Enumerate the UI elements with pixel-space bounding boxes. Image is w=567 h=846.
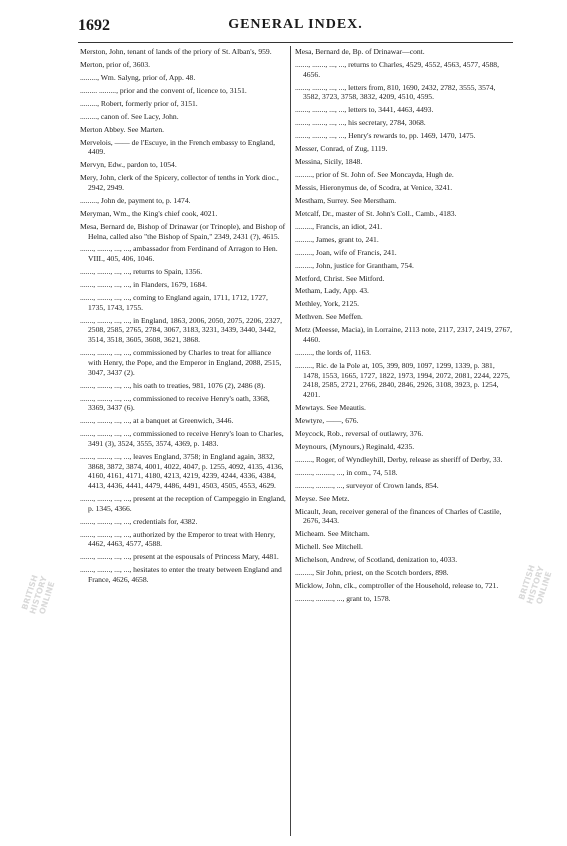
index-entry: ........., Roger, of Wyndleyhill, Derby, release as sheriff of Derby, 33. [295,454,503,464]
index-entry: Merston, John, tenant of lands of the priory of St. Alban's, 959. [80,47,272,56]
index-entry: Metcalf, Dr., master of St. John's Coll., Camb., 4183. [295,208,457,218]
index-entry: ........., ........., ..., grant to, 1578. [295,593,391,603]
index-entry: Meryman, Wm., the King's chief cook, 4021. [80,208,218,218]
index-entry: Messina, Sicily, 1848. [295,157,363,167]
index-entry: ......., ......., ..., ..., at a banquet at Greenwich, 3446. [80,416,234,426]
index-entry: Mervyn, Edw., pardon to, 1054. [80,160,177,170]
index-entry: Michelson, Andrew, of Scotland, denization to, 4033. [295,555,458,565]
index-entry: ......., ......., ..., ..., credentials for, 4382. [80,516,198,526]
index-entry: Metford, Christ. See Mitford. [295,273,385,283]
column-divider [290,46,291,836]
watermark-stamp-left: BRITISH HISTORY ONLINE [19,573,57,616]
index-entry: Mervelois, —— de l'Escuye, in the French embassy to England, 4409. [80,137,275,157]
index-entry: ......., ......., ..., ..., commissioned to receive Henry's loan to Charles, 3491 (3), 3524, 3555, 3574, 4369, p. 1483. [80,429,284,448]
index-entry: ........., canon of. See Lacy, John. [80,111,179,121]
index-entry: Metz (Meesse, Macia), in Lorraine, 2113 note, 2117, 2317, 2419, 2767, 4460. [295,325,513,344]
index-entry: ......., ......., ..., ..., in England, 1863, 2006, 2050, 2075, 2206, 2327, 2508, 2585, 2765, 2784, 3067, 3183, 3231, 3439, 3440, 3442, 3514, 3518, 3605, 3608, 3621, 3868. [80,315,283,345]
right-column [295,47,513,607]
index-entry: ......., ......., ..., ..., his oath to treaties, 981, 1076 (2), 2486 (8). [80,380,266,390]
index-entry: ........., Joan, wife of Francis, 241. [295,247,397,257]
index-entry: Meycock, Rob., reversal of outlawry, 376. [295,428,424,438]
index-entry: Micault, Jean, receiver general of the finances of Charles of Castile, 2676, 3443. [295,506,502,526]
index-entry: Mery, John, clerk of the Spicery, collector of tenths in York dioc., 2942, 2949. [80,173,279,192]
index-entry: Mewtays. See Meautis. [295,403,366,413]
index-entry: ......., ......., ..., ..., Henry's rewards to, pp. 1469, 1470, 1475. [295,131,476,141]
index-entry: ......., ......., ..., ..., commissioned to receive Henry's oath, 3368, 3369, 3437 (6). [80,393,270,413]
index-entry: Micheam. See Mitcham. [295,529,370,539]
index-entry: ......., ......., ..., ..., authorized by the Emperor to treat with Henry, 4462, 4463, 4577, 4588. [80,529,276,549]
index-entry: Messer, Conrad, of Zug, 1119. [295,144,388,154]
index-entry: Merton Abbey. See Marten. [80,124,165,134]
index-entry: Messis, Hieronymus de, of Scodra, at Venice, 3241. [295,182,453,192]
index-entry: ......., ......., ..., ..., returns to Charles, 4529, 4552, 4563, 4577, 4588, 4656. [295,59,499,79]
index-entry: ........., ........., ..., in com., 74, 518. [295,467,398,477]
index-entry: ......., ......., ..., ..., present at the espousals of Princess Mary, 4481. [80,552,279,562]
left-column [80,47,286,588]
index-entry: ........., James, grant to, 241. [295,234,379,244]
index-entry: ......., ......., ..., ..., coming to England again, 1711, 1712, 1727, 1735, 1743, 1755. [80,293,268,312]
index-entry: Methven. See Meffen. [295,312,363,322]
index-entry: ......., ......., ..., ..., his secretary, 2784, 3068. [295,118,426,128]
index-entry: Metham, Lady, App. 43. [295,286,369,296]
index-entry: ........., Francis, an idiot, 241. [295,221,383,231]
index-entry: Mewtyre, ——, 676. [295,416,359,425]
index-entry: ......., ......., ..., ..., letters to, 3441, 4463, 4493. [295,105,434,115]
index-entry: ........., John de, payment to, p. 1474. [80,195,191,205]
index-entry: ........., Ric. de la Pole at, 105, 399, 809, 1097, 1299, 1339, p. 381, 1478, 1553, 1665, 1727, 1822, 1973, 1994, 2072, 2081, 2244, 2275, 2418, 2585, 2721, 2766, 2840, 2846, 2926, 3108, 3923, p. 1254, 4201. [295,360,510,400]
index-entry: Michell. See Mitchell. [295,542,363,552]
index-entry: Mesa, Bernard de, Bp. of Drinawar—cont. [295,47,425,56]
index-entry: ......., ......., ..., ..., leaves England, 3758; in England again, 3832, 3868, 3872, 3874, 4001, 4022, 4047, p. 1255, 4092, 4135, 4136, 4160, 4161, 4171, 4180, 4213, 4219, 4239, 4244, 4336, 4384, 4413, 4436, 4441, 4479, 4486, 4491, 4503, 4505, 4553, 4629. [80,451,284,491]
index-entry: ........., Robert, formerly prior of, 3151. [80,98,198,108]
page-header [78,17,513,41]
index-entry: ........., ........., ..., surveyor of Crown lands, 854. [295,480,439,490]
index-entry: ........., prior of St. John of. See Moncayda, Hugh de. [295,170,454,179]
header-rule [78,42,513,43]
index-entry: ........., John, justice for Grantham, 754. [295,260,414,270]
index-entry: ......., ......., ..., ..., ambassador from Ferdinand of Arragon to Hen. VIII., 405, 406, 1046. [80,244,278,264]
watermark-stamp-right: BRITISH HISTORY ONLINE [516,563,554,606]
index-entry: Meynours, (Mynours,) Reginald, 4235. [295,441,415,451]
index-entry: Micklow, John, clk., comptroller of the Household, release to, 721. [295,581,499,590]
page-number: 1692 [78,17,110,34]
index-entry: ......... ........., prior and the convent of, licence to, 3151. [80,85,247,95]
index-entry: ......., ......., ..., ..., commissioned by Charles to treat for alliance with Henry, the Pope, and the Emperor in England, 2088, 2515, 3047, 3437 (2). [80,348,282,377]
running-title: GENERAL INDEX. [228,17,363,32]
index-entry: ........., Wm. Salyng, prior of, App. 48. [80,72,196,82]
index-entry: ......., ......., ..., ..., present at the reception of Campeggio in England, p. 1345, 4366. [80,494,286,513]
index-entry: ......., ......., ..., ..., letters from, 810, 1690, 2432, 2782, 3555, 3574, 3582, 3723, 3758, 3832, 4209, 4510, 4595. [295,82,496,102]
index-entry: Meyse. See Metz. [295,493,350,503]
index-entry: Mesa, Bernard de, Bishop of Drinawar (or Trinople), and Bishop of Helna, called also "the Bishop of Spain," 2349, 2431 (?), 4615. [80,221,286,241]
index-entry: ......., ......., ..., ..., returns to Spain, 1356. [80,267,203,277]
index-entry: ........., the lords of, 1163. [295,347,372,357]
index-entry: Merton, prior of, 3603. [80,59,151,69]
index-entry: ......., ......., ..., ..., hesitates to enter the treaty between England and France, 4626, 4658. [80,565,282,584]
index-entry: Methley, York, 2125. [295,299,360,309]
index-entry: ........., Sir John, priest, on the Scotch borders, 898. [295,568,449,578]
index-entry: ......., ......., ..., ..., in Flanders, 1679, 1684. [80,280,207,290]
index-entry: Mestham, Surrey. See Merstham. [295,195,397,205]
